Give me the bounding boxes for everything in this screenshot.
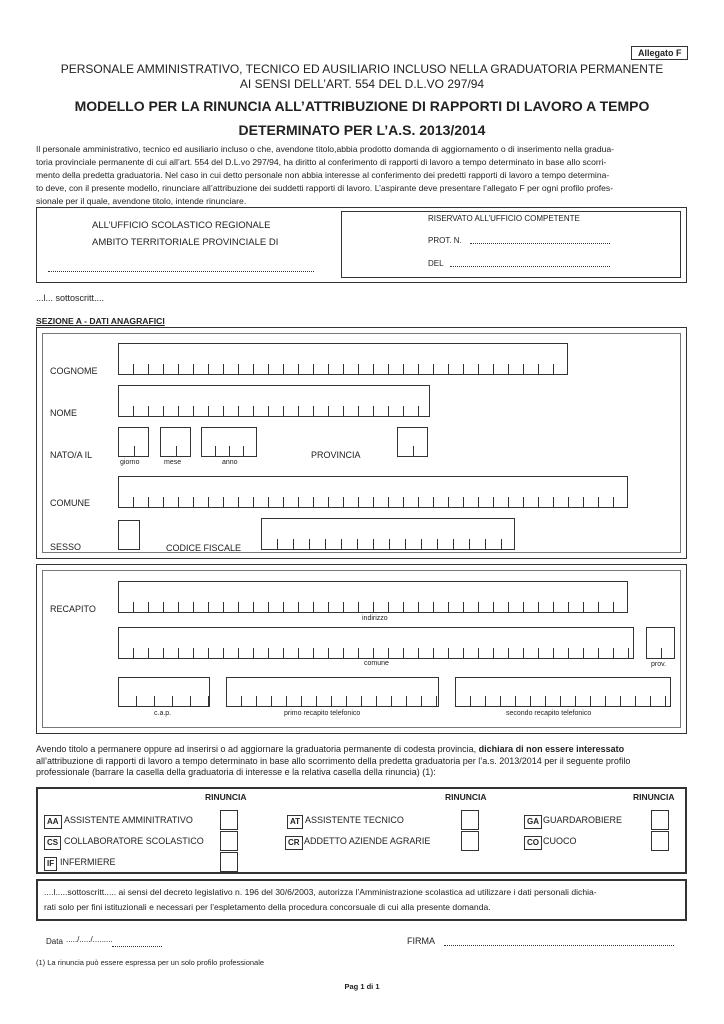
del-label: DEL [428, 259, 444, 268]
del-field[interactable] [450, 266, 610, 267]
profilo-code-ga[interactable]: GA [524, 815, 542, 829]
rinuncia-checkbox-ga[interactable] [651, 810, 669, 830]
rinuncia-header: RINUNCIA [445, 792, 487, 802]
cognome-field[interactable] [118, 343, 568, 375]
data-field-line[interactable] [112, 946, 162, 947]
dichiarazione-bold: dichiara di non essere interessato [478, 744, 625, 754]
prot-field[interactable] [470, 243, 610, 244]
telefono2-field[interactable] [455, 677, 671, 707]
nome-field[interactable] [118, 385, 430, 417]
rinuncia-table [36, 787, 687, 874]
profilo-label-cs: COLLABORATORE SCOLASTICO [64, 836, 204, 846]
telefono1-field[interactable] [226, 677, 439, 707]
intro-line: toria provinciale permanente di cui all’art. 554 del D.L.vo 297/94, ha diritto al conferimento di rapporti di lavoro a tempo determinato in base allo scorri- [36, 157, 607, 167]
rinuncia-checkbox-aa[interactable] [220, 810, 238, 830]
intro-line: sionale per il quale, avendone titolo, intende rinunciare. [36, 196, 247, 206]
anno-field[interactable] [201, 427, 257, 457]
sesso-label: SESSO [50, 542, 82, 552]
cap-field[interactable] [118, 677, 210, 707]
profilo-code-cs[interactable]: CS [44, 836, 61, 850]
telefono1-caption: primo recapito telefonico [284, 710, 361, 717]
intro-paragraph [36, 143, 696, 208]
recapito-prov-field[interactable] [646, 627, 675, 659]
page-number: Pag 1 di 1 [344, 982, 380, 991]
provincia-field[interactable] [397, 427, 428, 457]
header-line2: AI SENSI DELL’ART. 554 DEL D.L.VO 297/94 [239, 77, 485, 91]
rinuncia-header: RINUNCIA [205, 792, 247, 802]
privacy-line2: rati solo per fini istituzionali e necessari per l’espletamento della procedura concorsuale di cui alla presente domanda. [44, 902, 491, 912]
dichiarazione-text [36, 744, 630, 779]
header-line1: PERSONALE AMMINISTRATIVO, TECNICO ED AUSILIARIO INCLUSO NELLA GRADUATORIA PERMANENTE [60, 62, 664, 76]
page-title: MODELLO PER LA RINUNCIA ALL’ATTRIBUZIONE DI RAPPORTI DI LAVORO A TEMPO [74, 98, 650, 114]
profilo-label-at: ASSISTENTE TECNICO [305, 815, 404, 825]
sottoscritto-label: ...l... sottoscritt.... [36, 293, 105, 303]
page-title-line2: DETERMINATO PER L’A.S. 2013/2014 [238, 122, 486, 138]
footnote: (1) La rinuncia può essere espressa per un solo profilo professionale [36, 958, 265, 967]
comune-label: COMUNE [50, 498, 90, 508]
nato-label: NATO/A IL [50, 450, 93, 460]
rinuncia-checkbox-at[interactable] [461, 810, 479, 830]
cap-caption: c.a.p. [154, 710, 172, 717]
recapito-prov-caption: prov. [651, 661, 667, 668]
nome-label: NOME [50, 408, 77, 418]
indirizzo-caption: indirizzo [362, 615, 388, 622]
rinuncia-checkbox-cr[interactable] [461, 831, 479, 851]
profilo-label-cr: ADDETTO AZIENDE AGRARIE [304, 836, 431, 846]
profilo-code-at[interactable]: AT [287, 815, 303, 829]
codice-fiscale-label: CODICE FISCALE [166, 543, 242, 553]
privacy-box [36, 879, 687, 921]
data-label: Data [46, 937, 63, 946]
intro-line: mento della predetta graduatoria. Nel caso in cui detto personale non abbia interesse al conferimento dei predetti rapporti di lavoro a tempo determina- [36, 170, 610, 180]
ufficio-line1: ALL’UFFICIO SCOLASTICO REGIONALE [92, 220, 271, 231]
recapito-comune-caption: comune [364, 660, 389, 667]
anno-caption: anno [222, 459, 238, 466]
cognome-label: COGNOME [50, 366, 98, 376]
rinuncia-header: RINUNCIA [633, 792, 675, 802]
intro-line: to deve, con il presente modello, rinunciare all’attribuzione dei suddetti rapporti di lavoro. L’aspirante deve presentare l’allegato F per ogni profilo profes- [36, 183, 614, 193]
rinuncia-checkbox-cs[interactable] [220, 831, 238, 851]
firma-field[interactable] [444, 945, 674, 946]
codice-fiscale-field[interactable] [261, 518, 515, 550]
prot-label: PROT. N. [428, 236, 462, 245]
comune-field[interactable] [118, 476, 628, 508]
profilo-code-co[interactable]: CO [524, 836, 542, 850]
profilo-code-if[interactable]: IF [44, 857, 57, 871]
firma-label: FIRMA [407, 936, 435, 946]
indirizzo-field[interactable] [118, 581, 628, 613]
allegato-label: Allegato F [638, 48, 682, 58]
profilo-label-ga: GUARDAROBIERE [543, 815, 623, 825]
rinuncia-checkbox-if[interactable] [220, 852, 238, 872]
rinuncia-checkbox-co[interactable] [651, 831, 669, 851]
telefono2-caption: secondo recapito telefonico [506, 710, 592, 717]
recapito-comune-field[interactable] [118, 627, 634, 659]
mese-field[interactable] [160, 427, 191, 457]
mese-caption: mese [164, 459, 182, 466]
riservato-title: RISERVATO ALL’UFFICIO COMPETENTE [428, 214, 580, 223]
giorno-field[interactable] [118, 427, 149, 457]
profilo-label-co: CUOCO [543, 836, 577, 846]
ufficio-provincia-field[interactable] [48, 271, 314, 272]
ufficio-line2: AMBITO TERRITORIALE PROVINCIALE DI [92, 237, 279, 248]
giorno-caption: giorno [120, 459, 140, 466]
profilo-code-cr[interactable]: CR [285, 836, 303, 850]
data-field[interactable]: ...../...../......... [66, 935, 113, 944]
sezione-a-heading: SEZIONE A - DATI ANAGRAFICI [36, 316, 165, 326]
privacy-line1: ....l.....sottoscritt..... ai sensi del decreto legislativo n. 196 del 30/6/2003, autorizza l’Amministrazione scolastica ad utilizzare i dati personali dichia- [44, 887, 597, 897]
dichiarazione-line2: all’attribuzione di rapporti di lavoro a tempo determinato in base allo scorrimento della predetta graduatoria per l’a.s. 2013/2014 per il seguente profilo [36, 755, 631, 766]
sesso-field[interactable] [118, 520, 140, 550]
profilo-label-aa: ASSISTENTE AMMINITRATIVO [64, 815, 193, 825]
profilo-code-aa[interactable]: AA [44, 815, 62, 829]
intro-line: Il personale amministrativo, tecnico ed ausiliario incluso o che, avendone titolo,abbia prodotto domanda di aggiornamento o di inserimento nella gradua- [36, 144, 615, 154]
dichiarazione-line3: professionale (barrare la casella della graduatoria di interesse e la relativa casella della rinuncia) (1): [36, 767, 436, 777]
recapito-label: RECAPITO [50, 604, 96, 614]
dichiarazione-line1: Avendo titolo a permanere oppure ad inserirsi o ad aggiornare la graduatoria permanente di codesta provincia, [36, 744, 479, 754]
provincia-label: PROVINCIA [311, 450, 361, 460]
profilo-label-if: INFERMIERE [60, 857, 116, 867]
